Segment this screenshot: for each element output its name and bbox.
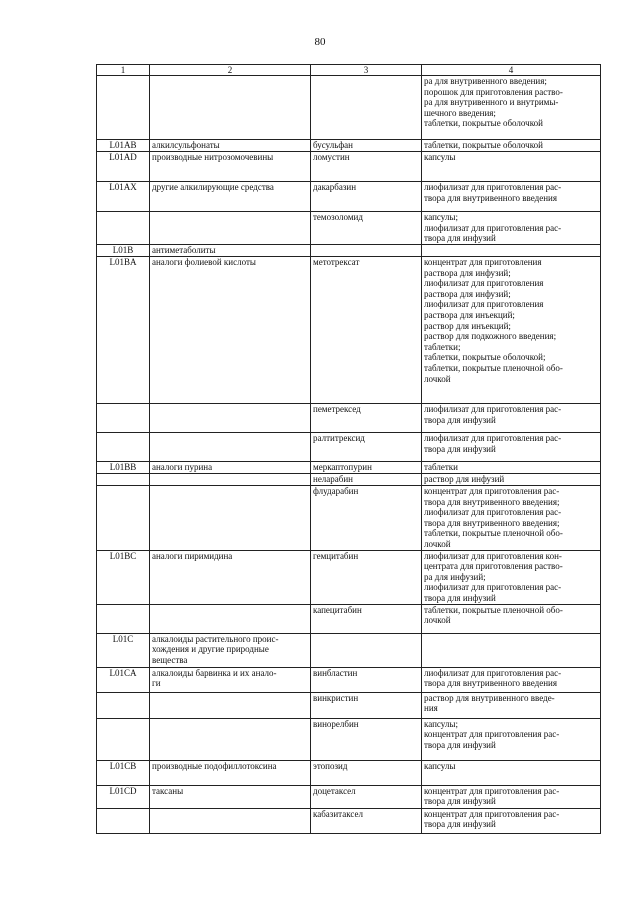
dosage-form-line: лочкой bbox=[424, 538, 451, 549]
dosage-form-line: ра для внутривенного введения; bbox=[424, 76, 547, 86]
dosage-forms-cell bbox=[422, 257, 601, 404]
table-row bbox=[97, 152, 601, 182]
drug-name-cell: гемцитабин bbox=[311, 550, 422, 604]
table-row bbox=[97, 433, 601, 462]
group-cell bbox=[150, 404, 311, 433]
dosage-form-line: ра для внутривенного и внутримы- bbox=[424, 97, 559, 108]
drug-name-cell: метотрексат bbox=[311, 257, 422, 404]
drug-name-cell: флударабин bbox=[311, 486, 422, 551]
dosage-form-line: капсулы bbox=[424, 760, 456, 771]
atc-code-cell: L01BB bbox=[97, 462, 150, 474]
dosage-form-line: таблетки, покрытые оболочкой bbox=[424, 140, 543, 150]
atc-code-cell: L01B bbox=[97, 245, 150, 257]
dosage-form-line: концентрат для приготовления рас- bbox=[424, 486, 560, 496]
table-row bbox=[97, 404, 601, 433]
dosage-form-line: твора для внутривенного введения bbox=[424, 678, 557, 689]
dosage-form-line: таблетки; bbox=[424, 341, 461, 352]
group-cell bbox=[150, 550, 311, 604]
dosage-form-line: твора для инфузий bbox=[424, 819, 496, 830]
header-cell-drug: 3 bbox=[311, 65, 422, 76]
atc-code-cell: L01C bbox=[97, 633, 150, 667]
drug-name-cell: капецитабин bbox=[311, 604, 422, 633]
group-cell bbox=[150, 462, 311, 474]
group-cell bbox=[150, 633, 311, 667]
group-cell bbox=[150, 474, 311, 486]
dosage-form-line: порошок для приготовления раство- bbox=[424, 86, 563, 97]
atc-code-cell bbox=[97, 486, 150, 551]
drug-name-cell bbox=[311, 633, 422, 667]
dosage-form-line: лиофилизат для приготовления рас- bbox=[424, 582, 562, 593]
page-number: 80 bbox=[314, 36, 326, 48]
table-row bbox=[97, 718, 601, 760]
group-cell bbox=[150, 433, 311, 462]
dosage-forms-cell bbox=[422, 667, 601, 692]
dosage-form-line: твора для инфузий bbox=[424, 233, 496, 244]
group-cell bbox=[150, 808, 311, 833]
drug-name-cell: ралтитрексид bbox=[311, 433, 422, 462]
dosage-form-line: твора для инфузий bbox=[424, 414, 496, 425]
dosage-form-line: таблетки, покрытые пленочной обо- bbox=[424, 604, 563, 615]
group-cell bbox=[150, 140, 311, 152]
dosage-forms-cell bbox=[422, 212, 601, 245]
dosage-forms-cell bbox=[422, 152, 601, 182]
group-cell bbox=[150, 152, 311, 182]
dosage-form-line: капсулы; bbox=[424, 718, 458, 729]
dosage-form-line: таблетки, покрытые оболочкой; bbox=[424, 352, 546, 363]
drug-name-cell: доцетаксел bbox=[311, 785, 422, 808]
atc-code-cell bbox=[97, 692, 150, 718]
dosage-form-line: раствора для инфузий; bbox=[424, 288, 511, 299]
dosage-form-line: раствор для внутривенного введе- bbox=[424, 692, 555, 703]
table-row bbox=[97, 667, 601, 692]
dosage-form-line: твора для внутривенного введения; bbox=[424, 496, 560, 507]
dosage-form-line: твора для инфузий bbox=[424, 443, 496, 454]
drug-classification-table bbox=[96, 64, 601, 834]
group-line: антиметаболиты bbox=[152, 245, 216, 255]
atc-code-cell bbox=[97, 404, 150, 433]
atc-code-cell bbox=[97, 718, 150, 760]
dosage-form-line: лочкой bbox=[424, 373, 451, 384]
drug-name-cell: винкристин bbox=[311, 692, 422, 718]
dosage-form-line: твора для внутривенного введения; bbox=[424, 517, 560, 528]
dosage-forms-cell bbox=[422, 808, 601, 833]
atc-code-cell: L01CB bbox=[97, 760, 150, 785]
table-row bbox=[97, 76, 601, 140]
atc-code-cell bbox=[97, 433, 150, 462]
atc-code-cell bbox=[97, 76, 150, 140]
group-line: производные нитрозомочевины bbox=[152, 152, 274, 162]
dosage-forms-cell bbox=[422, 633, 601, 667]
group-cell bbox=[150, 76, 311, 140]
dosage-form-line: лочкой bbox=[424, 615, 451, 626]
atc-code-cell: L01CD bbox=[97, 785, 150, 808]
dosage-form-line: концентрат для приготовления рас- bbox=[424, 729, 560, 740]
dosage-form-line: шечного введения; bbox=[424, 107, 496, 118]
dosage-form-line: капсулы; bbox=[424, 212, 458, 222]
group-line: производные подофиллотоксина bbox=[152, 760, 277, 771]
dosage-form-line: ния bbox=[424, 703, 438, 714]
table-row bbox=[97, 245, 601, 257]
atc-code-cell: L01BA bbox=[97, 257, 150, 404]
group-cell bbox=[150, 604, 311, 633]
drug-name-cell: этопозид bbox=[311, 760, 422, 785]
group-line: ги bbox=[152, 678, 161, 689]
dosage-form-line: лиофилизат для приготовления рас- bbox=[424, 667, 562, 678]
group-line: аналоги пиримидина bbox=[152, 550, 233, 561]
drug-name-cell bbox=[311, 76, 422, 140]
dosage-form-line: твора для инфузий bbox=[424, 592, 496, 603]
dosage-form-line: таблетки, покрытые оболочкой bbox=[424, 118, 543, 129]
table-row bbox=[97, 474, 601, 486]
dosage-form-line: ра для инфузий; bbox=[424, 571, 486, 582]
group-line: алкалоиды растительного проис- bbox=[152, 633, 279, 644]
group-cell bbox=[150, 667, 311, 692]
dosage-form-line: раствор для инфузий bbox=[424, 474, 505, 484]
group-line: алкалоиды барвинка и их анало- bbox=[152, 667, 277, 678]
dosage-form-line: лиофилизат для приготовления bbox=[424, 299, 544, 310]
group-cell bbox=[150, 760, 311, 785]
dosage-form-line: концентрат для приготовления рас- bbox=[424, 808, 560, 819]
dosage-form-line: центрата для приготовления раство- bbox=[424, 561, 563, 572]
dosage-form-line: капсулы bbox=[424, 152, 456, 162]
dosage-form-line: лиофилизат для приготовления рас- bbox=[424, 222, 562, 233]
table-row bbox=[97, 486, 601, 551]
dosage-forms-cell bbox=[422, 718, 601, 760]
table-row bbox=[97, 633, 601, 667]
dosage-form-line: таблетки, покрытые пленочной обо- bbox=[424, 528, 563, 539]
table-row bbox=[97, 692, 601, 718]
drug-name-cell: винорелбин bbox=[311, 718, 422, 760]
dosage-forms-cell bbox=[422, 760, 601, 785]
dosage-form-line: раствора для инъекций; bbox=[424, 309, 515, 320]
dosage-forms-cell bbox=[422, 182, 601, 212]
group-line: хождения и другие природные bbox=[152, 644, 269, 655]
drug-name-cell: неларабин bbox=[311, 474, 422, 486]
drug-name-cell: дакарбазин bbox=[311, 182, 422, 212]
group-cell bbox=[150, 182, 311, 212]
atc-code-cell: L01BC bbox=[97, 550, 150, 604]
table-row bbox=[97, 462, 601, 474]
dosage-form-line: лиофилизат для приготовления рас- bbox=[424, 182, 562, 192]
atc-code-cell bbox=[97, 808, 150, 833]
group-line: алкилсульфонаты bbox=[152, 140, 220, 150]
group-line: вещества bbox=[152, 654, 188, 665]
dosage-form-line: раствор для подкожного введения; bbox=[424, 331, 557, 342]
group-line: аналоги фолиевой кислоты bbox=[152, 257, 256, 267]
table-row bbox=[97, 212, 601, 245]
dosage-form-line: лиофилизат для приготовления кон- bbox=[424, 550, 562, 561]
dosage-forms-cell bbox=[422, 404, 601, 433]
dosage-forms-cell bbox=[422, 604, 601, 633]
dosage-form-line: лиофилизат для приготовления рас- bbox=[424, 404, 562, 414]
dosage-forms-cell bbox=[422, 76, 601, 140]
atc-code-cell bbox=[97, 212, 150, 245]
table-row bbox=[97, 785, 601, 808]
dosage-forms-cell bbox=[422, 785, 601, 808]
group-cell bbox=[150, 257, 311, 404]
atc-code-cell: L01CA bbox=[97, 667, 150, 692]
group-line: таксаны bbox=[152, 785, 184, 796]
group-line: другие алкилирующие средства bbox=[152, 182, 274, 192]
atc-code-cell bbox=[97, 604, 150, 633]
group-cell bbox=[150, 785, 311, 808]
dosage-form-line: твора для инфузий bbox=[424, 796, 496, 807]
group-line: аналоги пурина bbox=[152, 462, 213, 472]
atc-code-cell bbox=[97, 474, 150, 486]
header-cell-code: 1 bbox=[97, 65, 150, 76]
table-row bbox=[97, 604, 601, 633]
group-cell bbox=[150, 692, 311, 718]
table-row bbox=[97, 140, 601, 152]
group-cell bbox=[150, 245, 311, 257]
dosage-form-line: лиофилизат для приготовления bbox=[424, 278, 544, 289]
dosage-forms-cell bbox=[422, 474, 601, 486]
atc-code-cell: L01AB bbox=[97, 140, 150, 152]
table-body bbox=[97, 65, 601, 834]
dosage-forms-cell bbox=[422, 550, 601, 604]
atc-code-cell: L01AX bbox=[97, 182, 150, 212]
drug-name-cell: кабазитаксел bbox=[311, 808, 422, 833]
group-cell bbox=[150, 212, 311, 245]
dosage-forms-cell bbox=[422, 692, 601, 718]
dosage-form-line: лиофилизат для приготовления рас- bbox=[424, 433, 562, 443]
table-row bbox=[97, 550, 601, 604]
table-row bbox=[97, 182, 601, 212]
table-row bbox=[97, 760, 601, 785]
table-row bbox=[97, 257, 601, 404]
dosage-forms-cell bbox=[422, 140, 601, 152]
dosage-form-line: концентрат для приготовления рас- bbox=[424, 785, 560, 796]
group-cell bbox=[150, 486, 311, 551]
drug-name-cell: темозоломид bbox=[311, 212, 422, 245]
dosage-form-line: концентрат для приготовления bbox=[424, 257, 542, 267]
drug-name-cell: ломустин bbox=[311, 152, 422, 182]
dosage-form-line: таблетки, покрытые пленочной обо- bbox=[424, 362, 563, 373]
dosage-form-line: твора для инфузий bbox=[424, 739, 496, 750]
dosage-form-line: твора для внутривенного введения bbox=[424, 192, 557, 203]
drug-name-cell bbox=[311, 245, 422, 257]
drug-name-cell: винбластин bbox=[311, 667, 422, 692]
header-row bbox=[97, 65, 601, 76]
dosage-form-line: раствор для инъекций; bbox=[424, 320, 511, 331]
drug-name-cell: меркаптопурин bbox=[311, 462, 422, 474]
table-row bbox=[97, 808, 601, 833]
dosage-form-line: таблетки bbox=[424, 462, 459, 472]
dosage-forms-cell bbox=[422, 433, 601, 462]
header-cell-forms: 4 bbox=[422, 65, 601, 76]
dosage-forms-cell bbox=[422, 245, 601, 257]
drug-name-cell: пеметрексед bbox=[311, 404, 422, 433]
group-cell bbox=[150, 718, 311, 760]
drug-name-cell: бусульфан bbox=[311, 140, 422, 152]
header-cell-group: 2 bbox=[150, 65, 311, 76]
dosage-forms-cell bbox=[422, 462, 601, 474]
dosage-forms-cell bbox=[422, 486, 601, 551]
atc-code-cell: L01AD bbox=[97, 152, 150, 182]
dosage-form-line: раствора для инфузий; bbox=[424, 267, 511, 278]
dosage-form-line: лиофилизат для приготовления рас- bbox=[424, 507, 562, 518]
